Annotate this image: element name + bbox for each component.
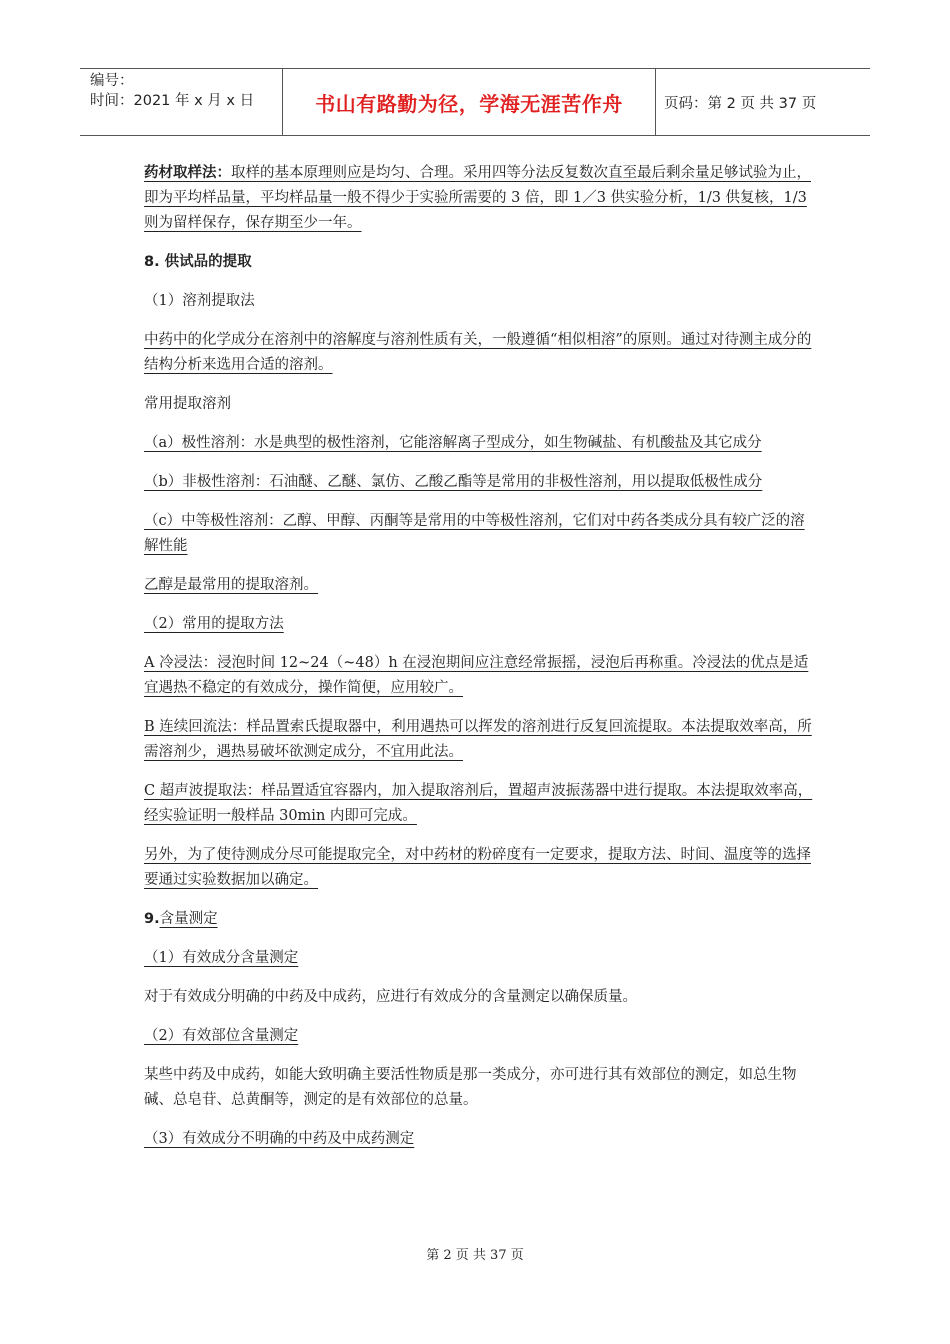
paragraph-polar-solvent: （a）极性溶剂：水是典型的极性溶剂，它能溶解离子型成分，如生物碱盐、有机酸盐及其它成分 xyxy=(144,435,762,451)
paragraph-active-ingredient: 对于有效成分明确的中药及中成药，应进行有效成分的含量测定以确保质量。 xyxy=(144,989,637,1005)
document-number-label: 编号： xyxy=(90,73,134,89)
page-footer: 第 2 页 共 37 页 xyxy=(426,1248,524,1263)
paragraph-additional-notes: 另外，为了使待测成分尽可能提取完全，对中药材的粉碎度有一定要求，提取方法、时间、温度等的选择要通过实验数据加以确定。 xyxy=(144,847,811,888)
paragraph-common-solvents: 常用提取溶剂 xyxy=(144,396,231,412)
paragraph-medium-polar-solvent: （c）中等极性溶剂：乙醇、甲醇、丙酮等是常用的中等极性溶剂，它们对中药各类成分具有较广泛的溶解性能 xyxy=(144,513,805,554)
paragraph-ultrasonic: C 超声波提取法：样品置适宜容器内，加入提取溶剂后，置超声波振荡器中进行提取。本法提取效率高，经实验证明一般样品 30min 内即可完成。 xyxy=(144,783,813,824)
subheading-solvent-extraction: （1）溶剂提取法 xyxy=(144,293,255,309)
document-date-label: 时间：2021 年 x 月 x 日 xyxy=(90,93,255,109)
header-page-cell xyxy=(656,69,870,135)
heading-section-8: 8. 供试品的提取 xyxy=(144,254,252,270)
sampling-text: 取样的基本原理则应是均匀、合理。采用四等分法反复数次直至最后剩余量足够试验为止，即为平均样品量，平均样品量一般不得少于实验所需要的 3 倍，即 1／3 供实验分析，1/3 供复核，1/3 则为留样保存，保存期至少一年。 xyxy=(144,165,811,231)
header-motto-cell xyxy=(282,69,656,135)
paragraph-active-fraction: 某些中药及中成药，如能大致明确主要活性物质是那一类成分，亦可进行其有效部位的测定，如总生物碱、总皂苷、总黄酮等，测定的是有效部位的总量。 xyxy=(144,1067,797,1108)
document-body xyxy=(144,160,814,1152)
paragraph-reflux: B 连续回流法：样品置索氏提取器中，利用遇热可以挥发的溶剂进行反复回流提取。本法提取效率高，所需溶剂少，遇热易破坏欲测定成分，不宜用此法。 xyxy=(144,719,812,760)
header-motto: 书山有路勤为径，学海无涯苦作舟 xyxy=(315,91,623,116)
subheading-active-fraction: （2）有效部位含量测定 xyxy=(144,1028,299,1044)
sampling-term: 药材取样法： xyxy=(144,164,231,181)
paragraph-solubility: 中药中的化学成分在溶剂中的溶解度与溶剂性质有关，一般遵循“相似相溶”的原则。通过对待测主成分的结构分析来选用合适的溶剂。 xyxy=(144,332,812,373)
paragraph-cold-soak: A 冷浸法：浸泡时间 12~24（~48）h 在浸泡期间应注意经常振摇，浸泡后再称重。冷浸法的优点是适宜遇热不稳定的有效成分，操作简便，应用较广。 xyxy=(144,655,809,696)
subheading-extraction-methods: （2）常用的提取方法 xyxy=(144,616,284,632)
header-page-number: 页码：第 2 页 共 37 页 xyxy=(664,95,817,112)
page-header xyxy=(80,68,870,136)
subheading-active-ingredient: （1）有效成分含量测定 xyxy=(144,950,299,966)
paragraph-nonpolar-solvent: （b）非极性溶剂：石油醚、乙醚、氯仿、乙酸乙酯等是常用的非极性溶剂，用以提取低极性成分 xyxy=(144,474,763,490)
header-left-cell xyxy=(80,69,282,135)
subheading-unclear-ingredient: （3）有效成分不明确的中药及中成药测定 xyxy=(144,1131,415,1147)
section-9-number: 9. xyxy=(144,911,160,927)
heading-section-9 xyxy=(144,907,814,932)
paragraph-sampling xyxy=(144,160,814,236)
paragraph-ethanol: 乙醇是最常用的提取溶剂。 xyxy=(144,577,318,593)
section-9-title: 含量测定 xyxy=(159,911,218,927)
